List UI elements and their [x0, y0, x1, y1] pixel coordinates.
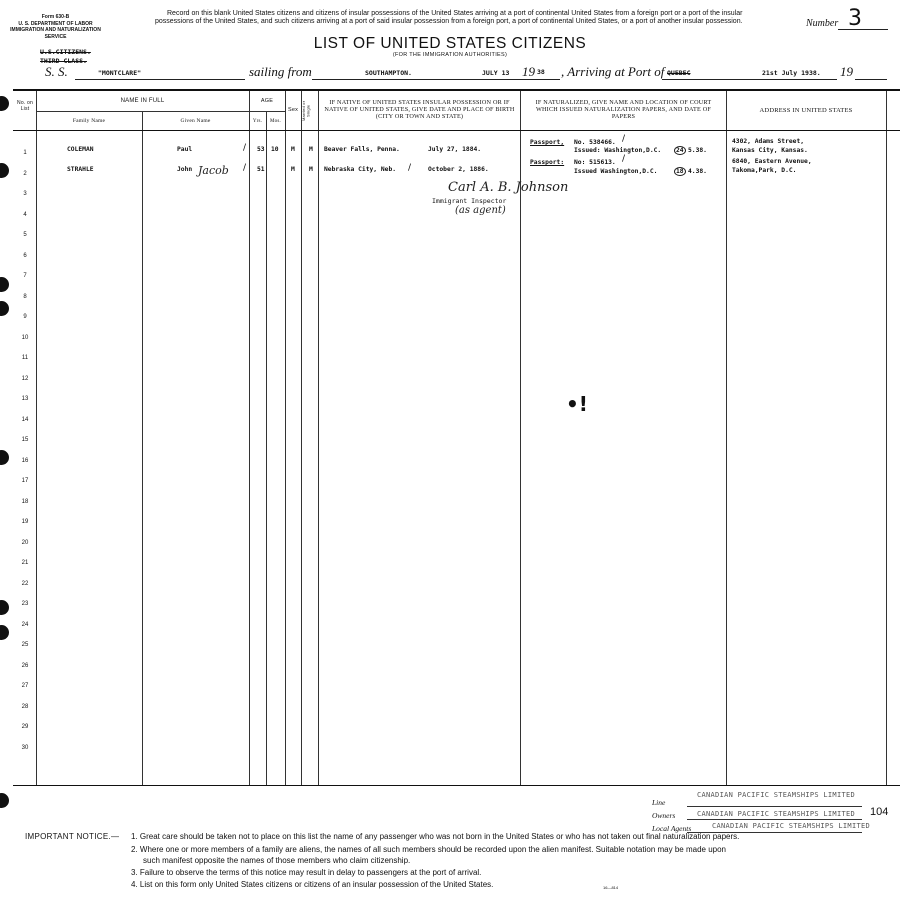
header-age: AGE	[260, 98, 274, 104]
issued-place: Issued: Washington,D.C.	[574, 147, 662, 154]
notice-item: 2. Where one or more members of a family are aliens, the names of all such members should be recorded upon the alien manifest. Suitable notation may be made upon	[131, 845, 726, 854]
header-native: IF NATIVE OF UNITED STATES INSULAR POSSESSION OR IF NATIVE OF UNITED STATES, GIVE DATE AND PLACE OF BIRTH (CITY OR TOWN AND STATE)	[324, 99, 515, 121]
number-value: 3	[848, 6, 862, 31]
col-divider	[249, 91, 250, 785]
row-number: 9	[23, 314, 27, 320]
row-number: 1	[23, 150, 27, 156]
header-years: Yrs.	[252, 119, 263, 124]
row-number: 16	[21, 458, 29, 464]
sailing-label: sailing from	[249, 64, 312, 79]
notice-heading: IMPORTANT NOTICE.—	[25, 832, 120, 841]
col-divider	[266, 111, 267, 785]
row-number: 3	[23, 191, 27, 197]
punch-hole	[0, 793, 9, 808]
check-mark-icon: /	[243, 143, 247, 153]
issued-date: 4.38.	[688, 168, 707, 175]
header-no-on-list: No. on List	[17, 100, 33, 112]
row-number: 24	[21, 622, 29, 628]
agents-value: CANADIAN PACIFIC STEAMSHIPS LIMITED	[712, 822, 871, 830]
line-label: Line	[652, 798, 666, 807]
punch-hole	[0, 301, 9, 316]
row-number: 10	[21, 335, 29, 341]
issued-day: 24	[676, 147, 684, 154]
row-number: 14	[21, 417, 29, 423]
service-name: IMMIGRATION AND NATURALIZATION SERVICE	[10, 27, 101, 40]
notice-item: 3. Failure to observe the terms of this notice may result in delay to passengers at the port of arrival.	[131, 868, 482, 877]
agents-label: Local Agents	[652, 824, 692, 833]
marital-status: M	[309, 166, 313, 173]
birthdate: October 2, 1886.	[428, 166, 489, 173]
year-prefix: 19	[522, 64, 535, 79]
header-naturalized: IF NATURALIZED, GIVE NAME AND LOCATION OF COURT WHICH ISSUED NATURALIZATION PAPERS, AND DATE OF PAPERS	[535, 99, 712, 121]
row-number: 15	[21, 437, 29, 443]
handwritten-given-name: Jacob	[198, 164, 229, 177]
header-address: ADDRESS IN UNITED STATES	[759, 107, 853, 114]
punch-hole	[0, 600, 9, 615]
line-value: CANADIAN PACIFIC STEAMSHIPS LIMITED	[697, 791, 856, 799]
owners-label: Owners	[652, 811, 676, 820]
sex: M	[291, 146, 295, 153]
header-sub-divider	[36, 111, 285, 112]
header-months: Mos.	[270, 119, 281, 124]
row-number: 6	[23, 253, 27, 259]
sex: M	[291, 166, 295, 173]
check-mark-icon: /	[622, 134, 626, 144]
voyage-line	[0, 64, 900, 80]
row-number: 7	[23, 273, 27, 279]
ship-name: "MONTCLARE"	[98, 69, 142, 77]
row-number: 19	[21, 519, 29, 525]
col-divider	[285, 91, 286, 785]
class-label: THIRD CLASS.	[40, 57, 87, 65]
check-mark-icon: /	[408, 163, 412, 173]
number-label: Number	[806, 18, 839, 29]
port-from: SOUTHAMPTON.	[365, 69, 412, 77]
col-divider	[520, 91, 521, 785]
issued-date: 5.38.	[688, 147, 707, 154]
owners-underline	[687, 819, 862, 820]
check-mark-icon: /	[622, 154, 626, 164]
page-number: 104	[870, 806, 889, 818]
ss-label: S. S.	[45, 64, 68, 79]
check-mark-icon: /	[243, 163, 247, 173]
birthplace: Beaver Falls, Penna.	[324, 146, 400, 153]
row-number: 27	[21, 683, 29, 689]
ship-underline	[75, 79, 245, 80]
inspector-signature: Carl A. B. Johnson	[448, 180, 569, 195]
address-line-2: Takoma,Park, D.C.	[732, 167, 797, 174]
age-years: 51	[257, 166, 265, 173]
inspector-title: Immigrant Inspector	[432, 197, 507, 205]
passport-number: No: 515613.	[574, 159, 616, 166]
punch-hole	[0, 625, 9, 640]
sailing-date: JULY 13	[482, 69, 510, 77]
form-instructions: Record on this blank United States citizens and citizens of insular possessions of the United States arriving at a port of continental United States from a foreign port or a port of the insular possessions of the United States, and such citizens arriving at a port of said insular possession from a foreign port, a port of continental United States, or a port of another insular possession.	[155, 10, 743, 26]
col-divider	[886, 91, 887, 785]
arriving-label: , Arriving at Port of	[561, 64, 665, 79]
row-number: 21	[21, 560, 29, 566]
arrival-port: QUEBEC	[667, 69, 691, 77]
passport-number: No. 538466.	[574, 139, 616, 146]
form-number: Form 630-B	[41, 14, 70, 20]
header-sex: Sex	[287, 107, 299, 113]
page-title: LIST OF UNITED STATES CITIZENS	[313, 35, 587, 52]
header-married: Married or Single	[301, 100, 311, 122]
col-divider	[142, 111, 143, 785]
ink-blot: •!	[566, 392, 588, 416]
address-line-1: 4302, Adams Street,	[732, 138, 805, 145]
row-number: 4	[23, 212, 27, 218]
row-number: 2	[23, 171, 27, 177]
birthplace: Nebraska City, Neb.	[324, 166, 397, 173]
row-number: 5	[23, 232, 27, 238]
arrival-underline	[662, 79, 837, 80]
page-subtitle: (FOR THE IMMIGRATION AUTHORITIES)	[392, 52, 508, 58]
row-number: 20	[21, 540, 29, 546]
citizen-stamp: U.S.CITIZENS.	[40, 48, 91, 56]
passport-label: Passport:	[530, 159, 565, 166]
given-name: Paul	[177, 146, 193, 153]
row-number: 22	[21, 581, 29, 587]
header-family-name: Family Name	[72, 118, 106, 124]
issued-day: 18	[676, 168, 684, 175]
col-divider	[301, 91, 302, 785]
row-number: 25	[21, 642, 29, 648]
header-bottom-rule	[13, 130, 900, 131]
row-number: 17	[21, 478, 29, 484]
passport-label: Passport,	[530, 139, 565, 146]
arrival-date: 21st July 1938.	[762, 69, 821, 77]
form-code: 16—814	[603, 885, 619, 890]
address-line-1: 6840, Eastern Avenue,	[732, 158, 812, 165]
year2-label: 19	[840, 64, 853, 79]
inspector-note: (as agent)	[455, 205, 506, 216]
department-name: U. S. DEPARTMENT OF LABOR	[18, 20, 93, 27]
number-underline	[838, 29, 888, 30]
owners-value: CANADIAN PACIFIC STEAMSHIPS LIMITED	[697, 810, 856, 818]
given-name: John	[177, 166, 193, 173]
punch-hole	[0, 163, 9, 178]
birthdate: July 27, 1884.	[428, 146, 482, 153]
row-number: 28	[21, 704, 29, 710]
punch-hole	[0, 277, 9, 292]
header-given-name: Given Name	[180, 118, 211, 124]
age-years: 53	[257, 146, 265, 153]
col-divider	[726, 91, 727, 785]
age-months: 10	[271, 146, 279, 153]
punch-hole	[0, 450, 9, 465]
row-number: 26	[21, 663, 29, 669]
punch-hole	[0, 96, 9, 111]
row-number: 30	[21, 745, 29, 751]
issued-place: Issued Washington,D.C.	[574, 168, 658, 175]
marital-status: M	[309, 146, 313, 153]
row-number: 8	[23, 294, 27, 300]
row-number: 23	[21, 601, 29, 607]
row-number: 11	[21, 355, 29, 361]
year-suffix: 38	[537, 68, 545, 76]
row-number: 13	[21, 396, 29, 402]
col-divider	[318, 91, 319, 785]
row-number: 18	[21, 499, 29, 505]
row-number: 12	[21, 376, 29, 382]
year2-underline	[855, 79, 887, 80]
notice-item: 4. List on this form only United States citizens or citizens of an insular possession of the United States.	[131, 880, 494, 889]
header-name-in-full: NAME IN FULL	[120, 98, 165, 104]
address-line-2: Kansas City, Kansas.	[732, 147, 808, 154]
line-underline	[687, 806, 862, 807]
family-name: STRAHLE	[67, 166, 94, 173]
notice-item-continued: such manifest opposite the names of those members who claim citizenship.	[143, 856, 411, 865]
row-number: 29	[21, 724, 29, 730]
notice-item: 1. Great care should be taken not to place on this list the name of any passenger who was not born in the United States or who has not taken out final naturalization papers.	[131, 832, 740, 841]
family-name: COLEMAN	[67, 146, 94, 153]
